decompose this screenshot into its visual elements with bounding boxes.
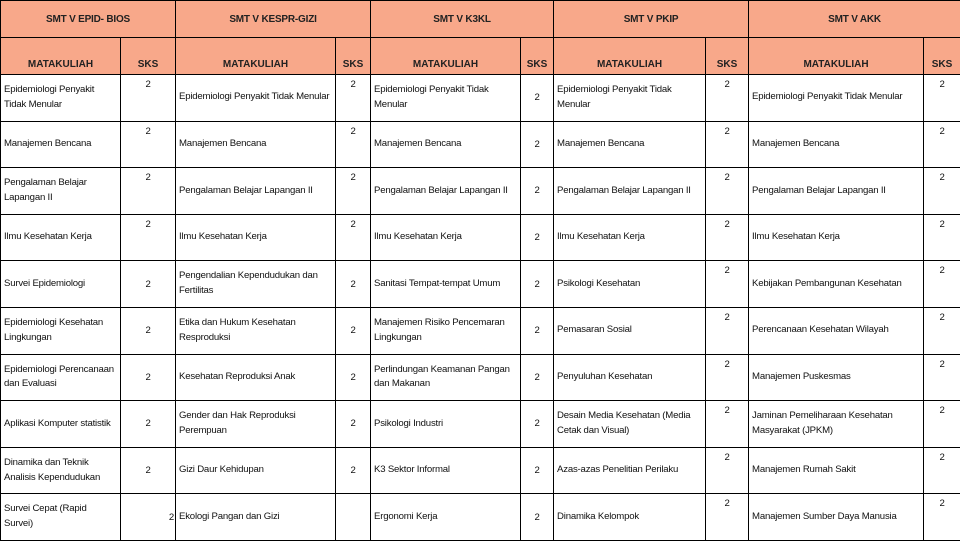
course-name-cell: Ilmu Kesehatan Kerja bbox=[749, 214, 924, 261]
course-name-cell: Manajemen Sumber Daya Manusia bbox=[749, 494, 924, 541]
table-row bbox=[1, 354, 960, 401]
course-header: MATAKULIAH bbox=[371, 38, 521, 75]
credits-cell: 2 bbox=[521, 121, 554, 168]
course-name-cell: Aplikasi Komputer statistik bbox=[1, 401, 121, 448]
course-header: MATAKULIAH bbox=[749, 38, 924, 75]
course-name-cell: Ekologi Pangan dan Gizi bbox=[176, 494, 336, 541]
table-row bbox=[1, 75, 960, 122]
credits-cell: 2 bbox=[121, 354, 176, 401]
credits-cell: 2 bbox=[924, 494, 960, 541]
credits-cell: 2 bbox=[924, 354, 960, 401]
credits-cell: 2 bbox=[521, 168, 554, 215]
credits-cell: 2 bbox=[706, 214, 749, 261]
credits-cell: 2 bbox=[336, 447, 371, 494]
course-name-cell: Psikologi Kesehatan bbox=[554, 261, 706, 308]
credits-cell: 2 bbox=[521, 494, 554, 541]
credits-cell: 2 bbox=[706, 307, 749, 354]
credits-cell: 2 bbox=[706, 261, 749, 308]
credits-cell: 2 bbox=[706, 401, 749, 448]
course-name-cell: Manajemen Bencana bbox=[371, 121, 521, 168]
course-name-cell: Perencanaan Kesehatan Wilayah bbox=[749, 307, 924, 354]
course-name-cell: Pengalaman Belajar Lapangan II bbox=[749, 168, 924, 215]
course-name-cell: Kesehatan Reproduksi Anak bbox=[176, 354, 336, 401]
course-name-cell: Azas-azas Penelitian Perilaku bbox=[554, 447, 706, 494]
course-name-cell: Ilmu Kesehatan Kerja bbox=[176, 214, 336, 261]
credits-cell: 2 bbox=[121, 214, 176, 261]
credits-cell: 2 bbox=[706, 75, 749, 122]
credits-cell: 2 bbox=[121, 75, 176, 122]
credits-cell: 2 bbox=[521, 214, 554, 261]
credits-cell: 2 bbox=[706, 354, 749, 401]
course-name-cell: Ergonomi Kerja bbox=[371, 494, 521, 541]
course-name-cell: Pengalaman Belajar Lapangan II bbox=[554, 168, 706, 215]
course-name-cell: Gizi Daur Kehidupan bbox=[176, 447, 336, 494]
credits-cell: 2 bbox=[336, 121, 371, 168]
course-name-cell: Sanitasi Tempat-tempat Umum bbox=[371, 261, 521, 308]
credits-cell: 2 bbox=[121, 307, 176, 354]
credits-cell: 2 bbox=[521, 75, 554, 122]
credits-cell: 2 bbox=[521, 307, 554, 354]
credits-cell: 2 bbox=[121, 401, 176, 448]
course-name-cell: Pengalaman Belajar Lapangan II bbox=[176, 168, 336, 215]
column-header-row bbox=[1, 38, 960, 75]
credits-cell: 2 bbox=[336, 75, 371, 122]
course-name-cell: Pengalaman Belajar Lapangan II bbox=[1, 168, 121, 215]
credits-cell: 2 bbox=[121, 261, 176, 308]
course-name-cell: K3 Sektor Informal bbox=[371, 447, 521, 494]
semester-header: SMT V PKIP bbox=[554, 1, 749, 38]
course-name-cell: Perlindungan Keamanan Pangan dan Makanan bbox=[371, 354, 521, 401]
credits-cell: 2 bbox=[521, 401, 554, 448]
table-row bbox=[1, 168, 960, 215]
credits-cell: 2 bbox=[336, 214, 371, 261]
credits-cell: 2 bbox=[924, 214, 960, 261]
table-row bbox=[1, 447, 960, 494]
credits-cell: 2 bbox=[521, 261, 554, 308]
credits-header: SKS bbox=[336, 38, 371, 75]
course-name-cell: Epidemiologi Penyakit Tidak Menular bbox=[371, 75, 521, 122]
course-name-cell: Ilmu Kesehatan Kerja bbox=[371, 214, 521, 261]
course-name-cell: Manajemen Rumah Sakit bbox=[749, 447, 924, 494]
course-name-cell: Ilmu Kesehatan Kerja bbox=[554, 214, 706, 261]
table-row bbox=[1, 121, 960, 168]
course-name-cell: Desain Media Kesehatan (Media Cetak dan Visual) bbox=[554, 401, 706, 448]
credits-header: SKS bbox=[521, 38, 554, 75]
semester-header: SMT V KESPR-GIZI bbox=[176, 1, 371, 38]
table-row bbox=[1, 261, 960, 308]
credits-cell: 2 bbox=[336, 354, 371, 401]
course-header: MATAKULIAH bbox=[1, 38, 121, 75]
credits-cell: 2 bbox=[121, 494, 176, 541]
course-name-cell: Penyuluhan Kesehatan bbox=[554, 354, 706, 401]
credits-header: SKS bbox=[706, 38, 749, 75]
credits-cell: 2 bbox=[924, 168, 960, 215]
course-header: MATAKULIAH bbox=[554, 38, 706, 75]
credits-cell: 2 bbox=[924, 447, 960, 494]
semester-header: SMT V AKK bbox=[749, 1, 960, 38]
course-name-cell: Dinamika dan Teknik Analisis Kependudukan bbox=[1, 447, 121, 494]
semester-header: SMT V EPID- BIOS bbox=[1, 1, 176, 38]
credits-cell: 2 bbox=[706, 168, 749, 215]
credits-cell: 2 bbox=[924, 307, 960, 354]
course-name-cell: Survei Epidemiologi bbox=[1, 261, 121, 308]
table-row bbox=[1, 401, 960, 448]
course-header: MATAKULIAH bbox=[176, 38, 336, 75]
table-row bbox=[1, 494, 960, 541]
credits-cell: 2 bbox=[706, 447, 749, 494]
credits-cell: 2 bbox=[121, 121, 176, 168]
course-name-cell: Kebijakan Pembangunan Kesehatan bbox=[749, 261, 924, 308]
credits-cell: 2 bbox=[336, 168, 371, 215]
credits-cell: 2 bbox=[336, 307, 371, 354]
course-name-cell: Manajemen Puskesmas bbox=[749, 354, 924, 401]
course-name-cell: Pemasaran Sosial bbox=[554, 307, 706, 354]
semester-header-row bbox=[1, 1, 960, 38]
course-name-cell: Psikologi Industri bbox=[371, 401, 521, 448]
course-name-cell: Pengalaman Belajar Lapangan II bbox=[371, 168, 521, 215]
credits-cell: 2 bbox=[121, 447, 176, 494]
course-name-cell: Jaminan Pemeliharaan Kesehatan Masyarakat (JPKM) bbox=[749, 401, 924, 448]
course-name-cell: Pengendalian Kependudukan dan Fertilitas bbox=[176, 261, 336, 308]
credits-cell: 2 bbox=[706, 494, 749, 541]
course-name-cell: Epidemiologi Perencanaan dan Evaluasi bbox=[1, 354, 121, 401]
course-name-cell: Epidemiologi Kesehatan Lingkungan bbox=[1, 307, 121, 354]
credits-cell: 2 bbox=[521, 354, 554, 401]
course-name-cell: Epidemiologi Penyakit Tidak Menular bbox=[1, 75, 121, 122]
course-name-cell: Epidemiologi Penyakit Tidak Menular bbox=[749, 75, 924, 122]
course-name-cell: Dinamika Kelompok bbox=[554, 494, 706, 541]
credits-cell: 2 bbox=[924, 261, 960, 308]
table-row bbox=[1, 307, 960, 354]
course-name-cell: Manajemen Bencana bbox=[1, 121, 121, 168]
course-name-cell: Ilmu Kesehatan Kerja bbox=[1, 214, 121, 261]
course-name-cell: Survei Cepat (Rapid Survei) bbox=[1, 494, 121, 541]
credits-cell: 2 bbox=[706, 121, 749, 168]
credits-header: SKS bbox=[121, 38, 176, 75]
credits-cell bbox=[336, 494, 371, 541]
course-name-cell: Gender dan Hak Reproduksi Perempuan bbox=[176, 401, 336, 448]
course-name-cell: Manajemen Risiko Pencemaran Lingkungan bbox=[371, 307, 521, 354]
course-name-cell: Etika dan Hukum Kesehatan Resproduksi bbox=[176, 307, 336, 354]
course-name-cell: Epidemiologi Penyakit Tidak Menular bbox=[176, 75, 336, 122]
credits-cell: 2 bbox=[121, 168, 176, 215]
course-name-cell: Manajemen Bencana bbox=[749, 121, 924, 168]
credits-cell: 2 bbox=[336, 261, 371, 308]
credits-cell: 2 bbox=[924, 75, 960, 122]
course-name-cell: Epidemiologi Penyakit Tidak Menular bbox=[554, 75, 706, 122]
course-name-cell: Manajemen Bencana bbox=[554, 121, 706, 168]
credits-header: SKS bbox=[924, 38, 960, 75]
credits-cell: 2 bbox=[924, 121, 960, 168]
course-name-cell: Manajemen Bencana bbox=[176, 121, 336, 168]
credits-cell: 2 bbox=[521, 447, 554, 494]
table-row bbox=[1, 214, 960, 261]
credits-cell: 2 bbox=[924, 401, 960, 448]
semester-header: SMT V K3KL bbox=[371, 1, 554, 38]
credits-cell: 2 bbox=[336, 401, 371, 448]
